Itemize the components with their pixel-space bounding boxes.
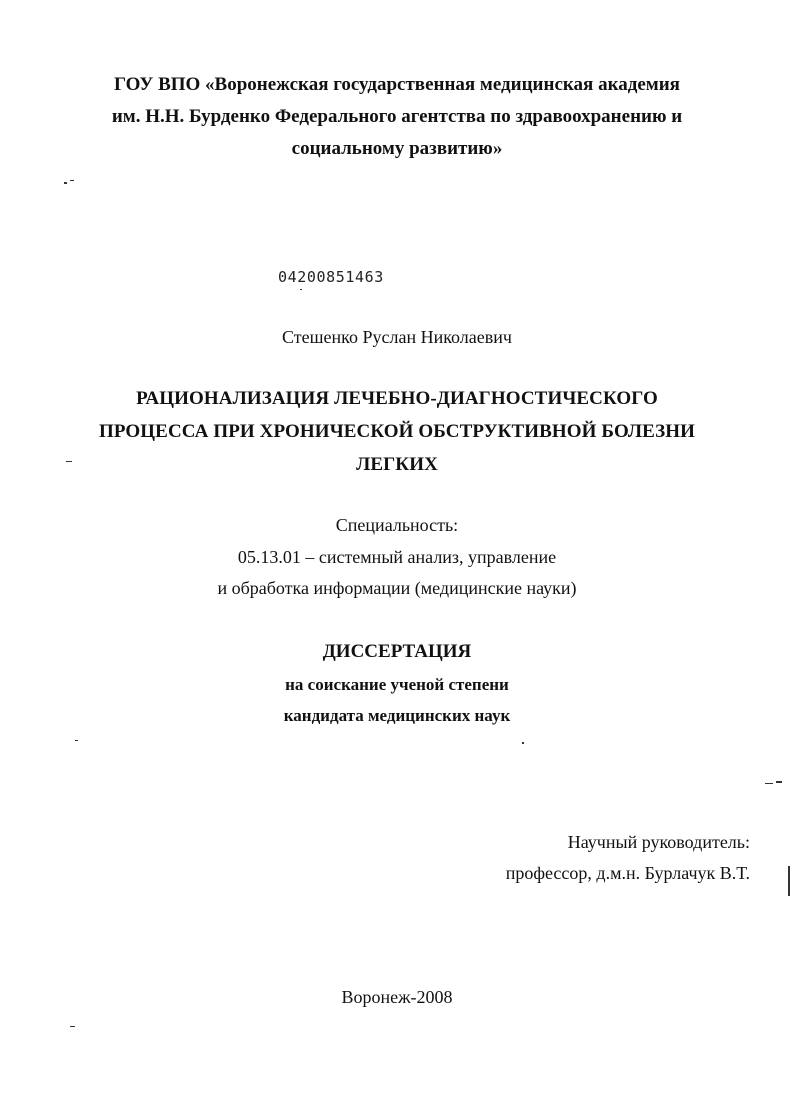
scan-speck (70, 180, 74, 181)
dissertation-heading: ДИССЕРТАЦИЯ (322, 641, 472, 662)
scan-speck (70, 1026, 75, 1027)
institution-line-2: им. Н.Н. Бурденко Федерального агентства по здравоохранению и (111, 106, 683, 127)
institution-line-1: ГОУ ВПО «Воронежская государственная медицинская академия (114, 74, 680, 95)
scan-speck (64, 182, 67, 184)
specialty-label: Специальность: (335, 515, 459, 535)
title-line-3: ЛЕГКИХ (356, 454, 438, 475)
degree-line-1: на соискание ученой степени (285, 675, 509, 694)
institution-line-3: социальному развитию» (291, 138, 503, 159)
author-name: Стешенко Руслан Николаевич (282, 327, 512, 347)
scan-speck (776, 781, 782, 783)
title-line-1: РАЦИОНАЛИЗАЦИЯ ЛЕЧЕБНО-ДИАГНОСТИЧЕСКОГО (136, 388, 658, 409)
supervisor-name: профессор, д.м.н. Бурлачук В.Т. (505, 863, 750, 883)
supervisor-label: Научный руководитель: (567, 832, 750, 852)
degree-line-2: кандидата медицинских наук (283, 706, 511, 725)
scan-speck (75, 740, 78, 741)
scan-speck (66, 461, 72, 462)
scan-speck (522, 742, 524, 744)
title-line-2: ПРОЦЕССА ПРИ ХРОНИЧЕСКОЙ ОБСТРУКТИВНОЙ БОЛЕЗНИ (98, 421, 696, 442)
scan-edge-mark (788, 866, 790, 896)
city-year: Воронеж-2008 (341, 987, 453, 1007)
specialty-line-1: 05.13.01 – системный анализ, управление (237, 547, 557, 567)
scan-speck (300, 289, 302, 290)
registration-number: 04200851463 (278, 268, 384, 286)
specialty-line-2: и обработка информации (медицинские науки) (217, 578, 577, 598)
scan-speck (765, 783, 773, 784)
